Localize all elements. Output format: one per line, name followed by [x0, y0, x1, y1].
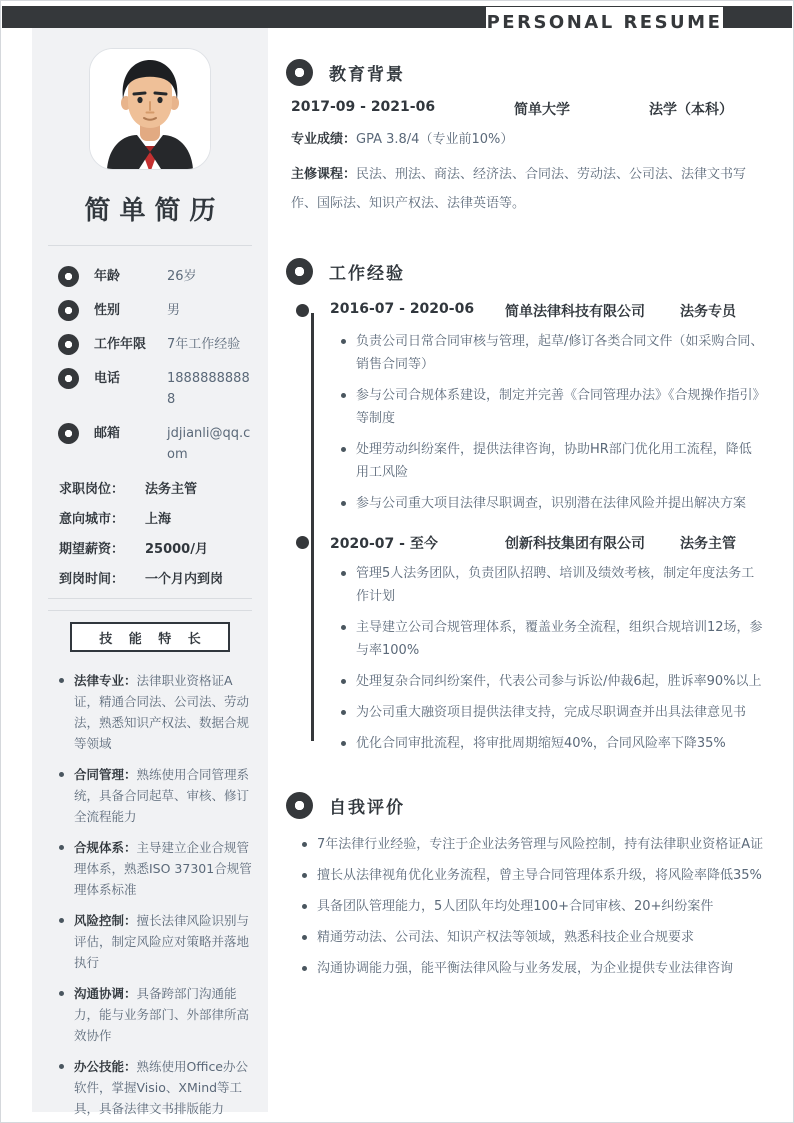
job-header	[330, 533, 764, 553]
intent-value: 上海	[145, 512, 172, 527]
job-header	[330, 301, 764, 321]
filled-dot-icon	[296, 536, 309, 549]
skill-text: 具备跨部门沟通能力，能与业务部门、外部律所高效协作	[74, 986, 250, 1043]
top-accent-bar	[2, 6, 792, 33]
job-bullet: 负责公司日常合同审核与管理，起草/修订各类合同文件（如采购合同、销售合同等）	[330, 330, 764, 376]
bullet-dot-icon	[59, 845, 64, 850]
avatar	[89, 48, 211, 170]
bullet-dot-icon	[59, 772, 64, 777]
evaluation-bullet: 具备团队管理能力，5人团队年均处理100+合同审核、20+纠纷案件	[301, 895, 764, 918]
ring-dot-icon	[286, 792, 313, 819]
evaluation-bullet-list	[301, 833, 764, 980]
job-bullet-list	[330, 562, 764, 755]
skill-text: 擅长法律风险识别与评估，制定风险应对策略并落地执行	[74, 913, 250, 970]
page-title-text: PERSONAL RESUME	[486, 12, 723, 33]
skill-item	[57, 910, 253, 973]
info-label: 邮箱	[94, 426, 121, 441]
bullet-dot-icon	[59, 918, 64, 923]
courses-label: 主修课程：	[291, 167, 357, 182]
info-value: jdjianli@qq.com	[167, 426, 251, 462]
ring-dot-icon	[58, 423, 79, 444]
education-section-header	[286, 59, 764, 86]
job-company: 创新科技集团有限公司	[505, 536, 645, 552]
intent-label: 期望薪资：	[59, 542, 125, 557]
section-title: 自我评价	[329, 798, 405, 818]
job-bullet: 处理劳动纠纷案件，提供法律咨询，协助HR部门优化用工流程，降低用工风险	[330, 438, 764, 484]
education-period: 2017-09 - 2021-06	[291, 99, 436, 115]
intent-label: 到岗时间：	[59, 572, 125, 587]
job-bullet: 为公司重大融资项目提供法律支持，完成尽职调查并出具法律意见书	[330, 701, 764, 724]
info-label: 电话	[94, 371, 121, 386]
evaluation-section-header	[286, 792, 764, 819]
gpa-label: 专业成绩：	[291, 132, 357, 147]
education-school: 简单大学	[514, 102, 570, 118]
job-bullet: 主导建立公司合规管理体系，覆盖业务全流程，组织合规培训12场，参与率100%	[330, 616, 764, 662]
avatar-illustration-icon	[90, 49, 210, 169]
skill-item	[57, 764, 253, 827]
skill-item	[57, 1056, 253, 1119]
education-courses-line	[291, 160, 764, 218]
divider	[48, 598, 252, 599]
education-gpa-line	[291, 129, 764, 151]
personal-info-list	[47, 266, 253, 465]
personal-info-row	[58, 300, 253, 321]
skill-label: 办公技能：	[74, 1059, 137, 1074]
personal-info-row	[58, 423, 253, 465]
sidebar	[32, 28, 268, 1116]
section-self-evaluation	[286, 792, 764, 980]
skills-list	[47, 670, 253, 1119]
ring-dot-icon	[58, 368, 79, 389]
job-intent-row	[59, 568, 253, 587]
skill-label: 法律专业：	[74, 673, 137, 688]
skill-text: 法律职业资格证A证，精通合同法、公司法、劳动法，熟悉知识产权法、数据合规等领域	[74, 673, 250, 751]
info-value: 18888888888	[167, 371, 250, 407]
ring-dot-icon	[58, 300, 79, 321]
job-title: 法务专员	[680, 304, 736, 320]
education-entry	[291, 99, 764, 119]
job-entry-1	[330, 301, 764, 515]
skills-section-title: 技 能 特 长	[99, 631, 207, 647]
evaluation-bullet: 沟通协调能力强，能平衡法律风险与业务发展，为企业提供专业法律咨询	[301, 957, 764, 980]
skill-text: 主导建立企业合规管理体系，熟悉ISO 37301合规管理体系标准	[74, 840, 252, 897]
job-intent-list	[47, 478, 253, 587]
page-title	[486, 7, 723, 38]
skill-item	[57, 983, 253, 1046]
job-period: 2016-07 - 2020-06	[330, 301, 475, 317]
info-value: 26岁	[167, 269, 197, 284]
courses-value: 民法、刑法、商法、经济法、合同法、劳动法、公司法、法律文书写作、国际法、知识产权法、法律英语等。	[291, 167, 747, 211]
skill-item	[57, 837, 253, 900]
intent-value: 法务主管	[145, 482, 198, 497]
ring-dot-icon	[286, 258, 313, 285]
bullet-dot-icon	[59, 678, 64, 683]
candidate-name: 简单简历	[84, 196, 225, 226]
skill-label: 合规体系：	[74, 840, 137, 855]
bullet-dot-icon	[59, 991, 64, 996]
evaluation-bullet: 擅长从法律视角优化业务流程，曾主导合同管理体系升级，将风险率降低35%	[301, 864, 764, 887]
main-content	[286, 59, 764, 988]
intent-value: 25000/月	[145, 542, 208, 557]
info-label: 性别	[94, 303, 121, 318]
job-title: 法务主管	[680, 536, 736, 552]
personal-info-row	[58, 266, 253, 287]
skill-item	[57, 670, 253, 754]
info-label: 工作年限	[94, 337, 147, 352]
intent-label: 意向城市：	[59, 512, 125, 527]
filled-dot-icon	[296, 304, 309, 317]
gpa-value: GPA 3.8/4（专业前10%）	[356, 132, 514, 147]
job-period: 2020-07 - 至今	[330, 536, 438, 552]
job-company: 简单法律科技有限公司	[505, 304, 645, 320]
job-bullet-list	[330, 330, 764, 515]
ring-dot-icon	[58, 334, 79, 355]
bullet-dot-icon	[59, 1064, 64, 1069]
personal-info-row	[58, 334, 253, 355]
job-entry-2	[330, 533, 764, 755]
evaluation-bullet: 精通劳动法、公司法、知识产权法等领域，熟悉科技企业合规要求	[301, 926, 764, 949]
skill-label: 合同管理：	[74, 767, 137, 782]
intent-label: 求职岗位：	[59, 482, 125, 497]
skill-label: 沟通协调：	[74, 986, 137, 1001]
section-title: 工作经验	[329, 264, 405, 284]
timeline-line	[311, 313, 314, 741]
job-bullet: 参与公司重大项目法律尽职调查，识别潜在法律风险并提出解决方案	[330, 492, 764, 515]
divider	[48, 245, 252, 246]
skill-text: 熟练使用合同管理系统，具备合同起草、审核、修订全流程能力	[74, 767, 250, 824]
job-intent-row	[59, 538, 253, 557]
intent-value: 一个月内到岗	[145, 572, 224, 587]
job-intent-row	[59, 508, 253, 527]
skills-section-title-box	[70, 622, 230, 652]
work-section-header	[286, 258, 764, 285]
section-education	[286, 59, 764, 218]
skill-text: 熟练使用Office办公软件，掌握Visio、XMind等工具，具备法律文书排版能力	[74, 1059, 249, 1116]
skill-label: 风险控制：	[74, 913, 137, 928]
job-intent-row	[59, 478, 253, 497]
info-label: 年龄	[94, 269, 121, 284]
job-bullet: 管理5人法务团队，负责团队招聘、培训及绩效考核，制定年度法务工作计划	[330, 562, 764, 608]
evaluation-bullet: 7年法律行业经验，专注于企业法务管理与风险控制，持有法律职业资格证A证	[301, 833, 764, 856]
section-title: 教育背景	[329, 65, 405, 85]
job-bullet: 优化合同审批流程，将审批周期缩短40%，合同风险率下降35%	[330, 732, 764, 755]
ring-dot-icon	[286, 59, 313, 86]
job-bullet: 参与公司合规体系建设，制定并完善《合同管理办法》《合规操作指引》等制度	[330, 384, 764, 430]
info-value: 男	[167, 303, 181, 318]
work-timeline	[296, 301, 764, 755]
section-work-experience	[286, 258, 764, 755]
job-bullet: 处理复杂合同纠纷案件，代表公司参与诉讼/仲裁6起，胜诉率90%以上	[330, 670, 764, 693]
personal-info-row	[58, 368, 253, 410]
info-value: 7年工作经验	[167, 337, 241, 352]
ring-dot-icon	[58, 266, 79, 287]
education-major: 法学（本科）	[649, 102, 733, 118]
divider	[48, 610, 252, 611]
